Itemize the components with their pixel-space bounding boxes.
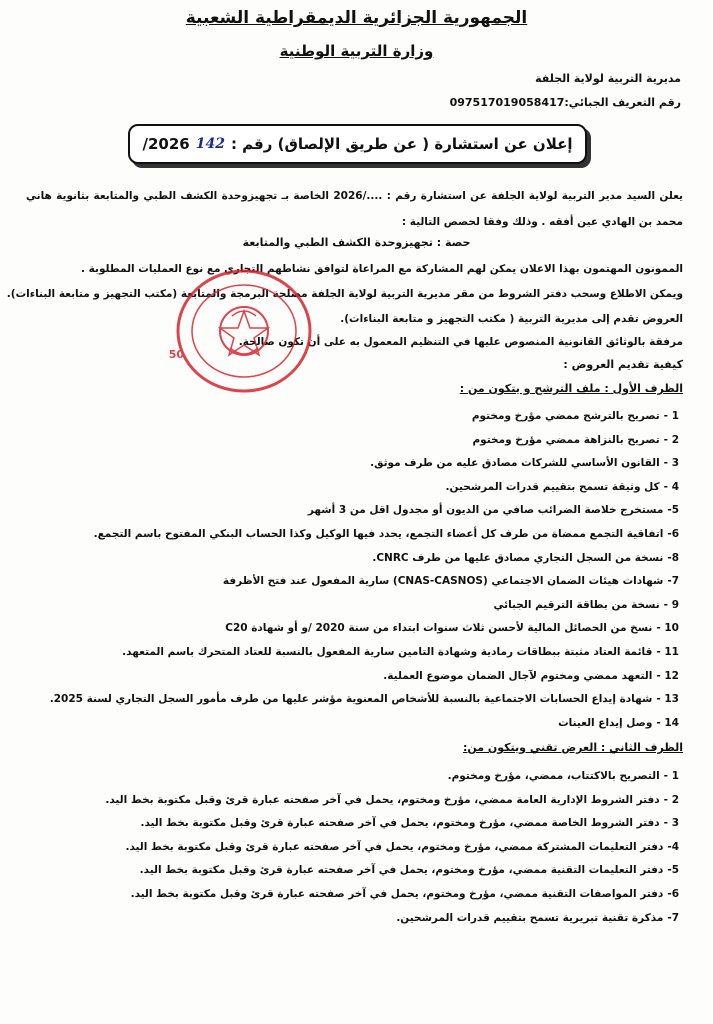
item-number: 1 - [663, 410, 679, 422]
directorate-name: مديرية التربية لولاية الجلفة [535, 72, 681, 85]
item-text: شهادات هيئات الضمان الاجتماعي (CNAS-CASNOS) سارية المفعول عند فتح الأظرفة [222, 575, 664, 588]
item-text: شهادة إيداع الحسابات الاجتماعية بالنسبة للأشخاص المعنوية مؤشر عليها من طرف مأمور السجل التجاري لسنة 2025. [49, 693, 653, 706]
item-number: 7- [667, 575, 679, 588]
item-text: قائمة العتاد مثبتة ببطاقات رمادية وشهادة التامين سارية المفعول بالنسبة للعتاد المتحرك باسم المتعهد. [122, 645, 653, 658]
item-number: 5- [667, 864, 679, 877]
announcement-year: 2026/ [142, 135, 190, 153]
list-item [20, 452, 679, 476]
lot-heading: حصة : تجهيزوحدة الكشف الطبي والمتابعة [242, 236, 471, 249]
list-item [20, 523, 679, 547]
item-text: التصريح بالاكتتاب، ممضي، مؤرخ ومختوم. [447, 770, 660, 782]
item-number: 14 - [656, 716, 679, 729]
item-number: 13 - [656, 693, 679, 706]
list-item [20, 812, 679, 836]
republic-heading: الجمهورية الجزائرية الديمقراطية الشعبية [185, 8, 528, 28]
envelope1-title [460, 382, 683, 395]
list-item [20, 429, 679, 453]
item-text: كل وثيقة تسمح بتقييم قدرات المرشحين. [445, 480, 660, 493]
item-text: نسخة من السجل التجاري مصادق عليها من طرف CNRC. [372, 551, 664, 564]
item-number: 2 - [663, 433, 679, 446]
item-text: نسخة من بطاقة الترقيم الجبائي [493, 598, 660, 611]
envelope2-title [463, 741, 683, 754]
item-number: 3 - [663, 457, 679, 470]
item-number: 3 - [663, 817, 679, 830]
item-text: تصريح بالنزاهة ممضي مؤرخ ومختوم [472, 433, 660, 446]
list-item [20, 712, 679, 736]
paragraph: مرفقة بالوثائق القانونية المنصوص عليها في التنظيم المعمول به على أن تكون صالحة. [238, 336, 683, 348]
item-text: مذكرة تقنية تبريرية تسمح بتقييم قدرات المرشحين. [396, 911, 664, 924]
item-text: اتفاقية التجمع ممضاة من طرف كل أعضاء التجمع، يحدد فيها الوكيل وكذا الحساب البنكي المفتوح باسم التجمع. [93, 527, 664, 540]
item-text: دفتر الشروط الخاصة ممضي، مؤرخ ومختوم، يحمل في آخر صفحته عبارة قرئ وقبل مكتوبة بخط اليد. [140, 817, 660, 830]
list-item [20, 789, 679, 813]
list-item [20, 476, 679, 500]
list-item [20, 499, 679, 523]
list-item [20, 665, 679, 689]
item-number: 12 - [656, 669, 679, 682]
item-text: دفتر التعليمات التقنية ممضي، مؤرخ ومختوم، يحمل في آخر صفحته عبارة قرئ وقبل مكتوبة بخط اليد. [139, 864, 664, 877]
announcement-title-box [128, 124, 587, 164]
item-text: دفتر الشروط الإدارية العامة ممضي، مؤرخ ومختوم، يحمل في آخر صفحته عبارة قرئ وقبل مكتوبة بخط اليد. [105, 793, 660, 806]
list-item [20, 547, 679, 571]
fiscal-id: رقم التعريف الجبائي:097517019058417 [449, 96, 681, 109]
item-text: دفتر التعليمات المشتركة ممضي، مؤرخ ومختوم، يحمل في آخر صفحته عبارة قرئ وقبل مكتوبة بخط اليد. [125, 840, 664, 853]
item-number: 7- [667, 911, 679, 924]
item-number: 10 - [656, 622, 679, 635]
submission-heading: كيفية تقديم العروض : [563, 358, 683, 371]
item-number: 5- [667, 504, 679, 517]
list-item [20, 405, 679, 429]
envelope1-title-text: الظرف الأول : ملف الترشح و يتكون من : [459, 382, 683, 395]
announcement-title: إعلان عن استشارة ( عن طريق الإلصاق) رقم : [230, 135, 573, 153]
item-text: نسخ من الحصائل المالية لأحسن ثلاث سنوات ابتداء من سنة 2020 /و أو شهادة C20 [225, 622, 653, 635]
list-item [20, 570, 679, 594]
svg-text:50: 50 [168, 348, 184, 361]
item-number: 4- [667, 840, 679, 853]
list-item [20, 765, 679, 789]
envelope1-list [20, 405, 679, 735]
official-stamp-icon [168, 266, 316, 396]
item-number: 9 - [663, 598, 679, 611]
item-number: 6- [667, 527, 679, 540]
item-number: 1 - [663, 770, 679, 782]
list-item [20, 617, 679, 641]
item-text: تصريح بالترشح ممضي مؤرخ ومختوم [471, 410, 660, 422]
item-number: 11 - [656, 645, 679, 658]
paragraph: الممونون المهتمون بهذا الاعلان يمكن لهم المشاركة مع المراعاة لتوافق نشاطهم التجاري مع نوع العمليات المطلوبة . [80, 263, 683, 275]
paragraph: ويمكن الاطلاع وسحب دفتر الشروط من مقر مديرية التربية لولاية الجلفة مصلحة البرمجة والمتابعة (مكتب التجهيز و متابعة البناءات). [6, 288, 683, 300]
list-item [20, 836, 679, 860]
list-item [20, 594, 679, 618]
envelope2-list [20, 765, 679, 930]
item-number: 6- [667, 887, 679, 900]
item-number: 2 - [663, 793, 679, 806]
item-text: مستخرج خلاصة الضرائب صافي من الديون أو مجدول اقل من 3 أشهر [307, 504, 664, 517]
item-text: دفتر المواصفات التقنية ممضي، مؤرخ ومختوم، يحمل في آخر صفحته عبارة قرئ وقبل مكتوبة بخط اليد. [130, 887, 664, 900]
list-item [20, 907, 679, 931]
list-item [20, 883, 679, 907]
paragraph: العروض تقدم إلى مديرية التربية ( مكتب التجهيز و متابعة البناءات). [340, 313, 683, 325]
handwritten-number: 142 [195, 136, 225, 152]
envelope2-title-text: الظرف الثاني : العرض تقني ويتكون من: [462, 741, 683, 754]
intro-paragraph: يعلن السيد مدير التربية لولاية الجلفة عن استشارة رقم : ..../2026 الخاصة بـ تجهيزوحدة الكشف الطبي والمتابعة بثانوية هاني محمد بن الهادي عين أفقه . وذلك وفقا لحصص التالية : [26, 190, 683, 228]
ministry-heading: وزارة التربية الوطنية [279, 42, 434, 60]
item-number: 4 - [663, 480, 679, 493]
list-item [20, 641, 679, 665]
list-item [20, 859, 679, 883]
item-text: وصل إيداع العينات [558, 716, 653, 729]
item-text: التعهد ممضي ومختوم لآجال الضمان موضوع العملية. [383, 669, 653, 682]
item-text: القانون الأساسي للشركات مصادق عليه من طرف موثق. [370, 457, 660, 470]
item-number: 8- [667, 551, 679, 564]
list-item [20, 688, 679, 712]
